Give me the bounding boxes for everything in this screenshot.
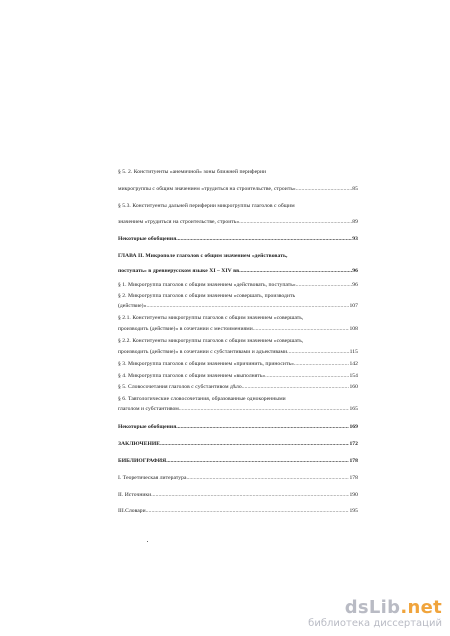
toc-page-number: 154 [349, 373, 358, 379]
toc-entry-text: ЗАКЛЮЧЕНИЕ [118, 441, 161, 447]
toc-entry-text: § 6. Тавтологические словосочетания, образованные однокоренными [118, 396, 286, 402]
toc-entry-text: глаголом и субстантивом [118, 406, 179, 412]
toc-line [118, 219, 358, 226]
toc-line [118, 338, 358, 345]
toc-entry-text: § 2. Микрогруппа глаголов с общим значением «совершать, производить [118, 293, 296, 299]
toc-line [118, 236, 358, 243]
leader-dots [176, 424, 349, 431]
toc-line [118, 253, 358, 260]
toc-page-number: 172 [349, 441, 358, 447]
toc-entry-text: § 3. Микрогруппа глаголов с общим значением «причинить, приносить» [118, 361, 294, 367]
toc-line [118, 203, 358, 210]
leader-dots [242, 384, 350, 391]
toc-line [118, 396, 358, 403]
toc-page-number: 190 [349, 492, 358, 498]
toc-page-number: 178 [349, 475, 358, 481]
toc-page-number: 142 [349, 361, 358, 367]
toc-line [118, 384, 358, 391]
toc-line [118, 282, 358, 289]
toc-page-number: 169 [349, 424, 358, 430]
toc-line [118, 169, 358, 176]
toc-line [118, 349, 358, 356]
toc-entry-text: § 5. Словосочетания глаголов с субстантивом дѣло [118, 384, 242, 390]
toc-line [118, 293, 358, 300]
leader-dots [160, 441, 349, 448]
toc-entry-text: производить (действие)» в сочетании с местоимениями [118, 326, 253, 332]
toc-entry-text: § 5.3. Конституенты дальней периферии микрогруппы глаголов с общим [118, 203, 295, 209]
toc-entry-text: Некоторые обобщения [118, 424, 177, 430]
leader-dots [179, 406, 350, 413]
leader-dots [146, 303, 349, 310]
toc-entry-text: БИБЛИОГРАФИЯ [118, 458, 167, 464]
toc-page-number: 178 [349, 458, 358, 464]
toc-page-number: 160 [349, 384, 358, 390]
watermark-logo-accent: .net [400, 597, 442, 618]
toc-line [118, 303, 358, 310]
toc-entry-text: (действие)» [118, 303, 147, 309]
toc-entry-text: II. Источники [118, 492, 152, 498]
toc-line [118, 406, 358, 413]
watermark-logo-main: dsLib [344, 597, 401, 618]
toc-entry-text: микрогруппы с общим значением «трудиться на строительстве, строить» [118, 186, 296, 192]
toc-page-number: 96 [352, 282, 358, 288]
watermark-subtitle: библиотека диссертаций [308, 618, 442, 629]
toc-line [118, 268, 358, 275]
toc-entry-text: поступать» в древнерусском языке XI – XIV вв. [118, 268, 241, 274]
toc-entry-text: ГЛАВА II. Микрополе глаголов с общим значением «действовать, [118, 253, 288, 259]
toc-entry-text: производить (действие)» в сочетании с субстантивами и адъективами [118, 349, 288, 355]
toc-page-number: 108 [349, 326, 358, 332]
leader-dots [151, 492, 349, 499]
scan-speck [147, 541, 148, 542]
leader-dots [176, 236, 352, 243]
toc-entry-text: § 4. Микрогруппа глаголов с общим значением «выполнять» [118, 373, 266, 379]
toc-page-number: 89 [352, 219, 358, 225]
toc-line [118, 315, 358, 322]
toc-line [118, 475, 358, 482]
toc-page-number: 93 [352, 236, 358, 242]
leader-dots [166, 458, 349, 465]
toc-entry-text: § 1. Микрогруппа глаголов с общим значением «действовать, поступать» [118, 282, 296, 288]
leader-dots [239, 219, 352, 226]
toc-page-number: 165 [349, 406, 358, 412]
toc-line [118, 326, 358, 333]
toc-entry-text: Некоторые обобщения [118, 236, 177, 242]
toc-line [118, 373, 358, 380]
watermark-logo [308, 598, 442, 618]
toc-entry-text: I. Теоретическая литература [118, 475, 187, 481]
toc-page-number: 85 [352, 186, 358, 192]
toc-line [118, 361, 358, 368]
toc-line [118, 458, 358, 465]
watermark [308, 598, 442, 630]
leader-dots [241, 268, 353, 275]
leader-dots [294, 361, 350, 368]
toc-line [118, 441, 358, 448]
leader-dots [287, 349, 349, 356]
toc-page-number: 115 [349, 349, 358, 355]
leader-dots [146, 508, 350, 515]
toc-page-number: 107 [349, 303, 358, 309]
leader-dots [265, 373, 349, 380]
leader-dots [296, 186, 353, 193]
toc-entry-text: § 2.2. Конституенты микрогруппы глаголов с общим значением «совершать, [118, 338, 304, 344]
leader-dots [296, 282, 353, 289]
toc-entry-text: § 5. 2. Конституенты «анемичной» зоны ближней периферии [118, 169, 267, 175]
leader-dots [253, 326, 350, 333]
toc-page-number: 96 [352, 268, 358, 274]
toc-entry-text: III.Словари [118, 508, 146, 514]
toc-line [118, 424, 358, 431]
toc-line [118, 186, 358, 193]
toc-entry-text: § 2.1. Конституенты микрогруппы глаголов с общим значением «совершать, [118, 315, 304, 321]
toc-entry-text: значением «трудиться на строительстве, строить» [118, 219, 240, 225]
toc-line [118, 508, 358, 515]
toc-line [118, 492, 358, 499]
leader-dots [187, 475, 350, 482]
toc-page-number: 195 [349, 508, 358, 514]
